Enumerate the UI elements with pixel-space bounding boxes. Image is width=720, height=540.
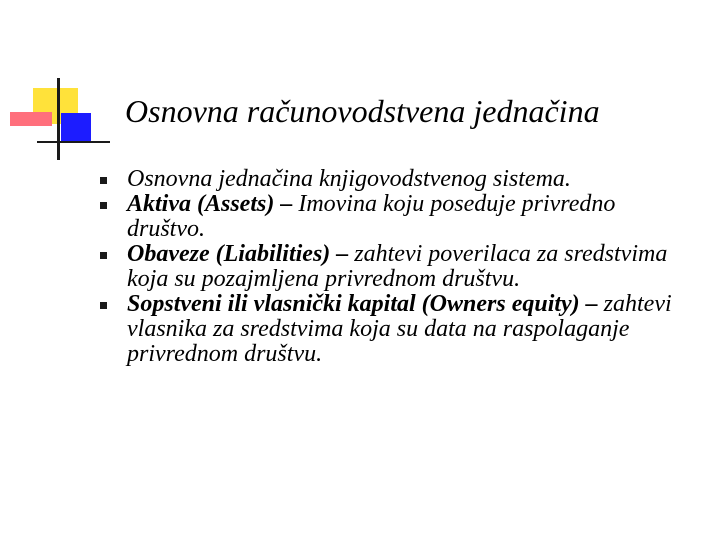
square-bullet-icon	[100, 302, 107, 309]
slide-title: Osnovna računovodstvena jednačina	[125, 93, 600, 129]
decor-vertical-line	[57, 78, 60, 160]
bullet-item-2	[98, 192, 698, 242]
bullet-bold-text: Sopstveni ili vlasnički kapital (Owners equity) –	[127, 291, 598, 317]
bullet-text: Osnovna jednačina knjigovodstvenog sistema.	[127, 166, 571, 192]
bullet-list	[98, 167, 698, 367]
decor-horizontal-line	[37, 141, 110, 143]
square-bullet-icon	[100, 177, 107, 184]
bullet-item-4	[98, 292, 698, 367]
square-bullet-icon	[100, 252, 107, 259]
bullet-text: zahtevi poverilaca za sredstvima koja su pozajmljena privrednom društvu.	[127, 241, 668, 292]
bullet-item-3	[98, 242, 698, 292]
decor-red-bar	[10, 112, 52, 126]
bullet-text: zahtevi vlasnika za sredstvima koja su data na raspolaganje privrednom društvu.	[127, 291, 672, 367]
bullet-bold-text: Aktiva (Assets) –	[127, 191, 293, 217]
decor-blue-square	[61, 113, 91, 143]
bullet-item-1	[98, 167, 698, 192]
square-bullet-icon	[100, 202, 107, 209]
bullet-text: Imovina koju poseduje privredno društvo.	[127, 191, 616, 242]
decorative-squares	[0, 0, 110, 170]
bullet-bold-text: Obaveze (Liabilities) –	[127, 241, 349, 267]
